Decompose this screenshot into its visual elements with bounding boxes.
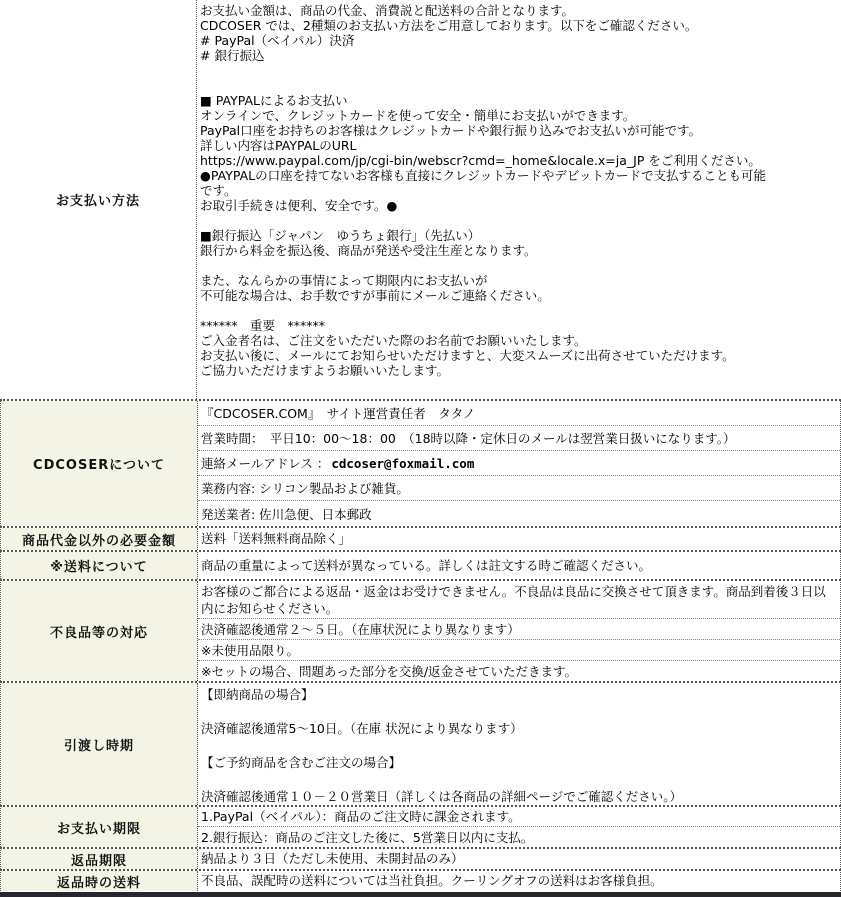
defective-handling-rows (198, 581, 840, 681)
payment-method-line: お支払い金額は、商品の代金、消費説と配送料の合計となります。 (200, 3, 575, 18)
payment-deadline-row: 2.銀行振込：商品のご注文した後に、5営業日以内に支払。 (201, 829, 534, 845)
about-business-content: 業務内容: シリコン製品および雑貨。 (198, 476, 840, 501)
payment-method-line: # 銀行振込 (200, 48, 265, 63)
delivery-time-line: 【即納商品の場合】 (201, 687, 314, 702)
payment-method-line: 銀行から料金を振込後、商品が発送や受注生産となります。 (200, 243, 537, 258)
return-shipping-text: 不良品、誤配時の送料については当社負担。クーリングオフの送料はお客様負担。 (201, 873, 663, 888)
payment-method-line (200, 63, 839, 78)
payment-method-line: お支払い後に、メールにてお知らせいただけますと、大変スムーズに出荷させていただけます。 (200, 348, 735, 363)
section-payment-method (0, 0, 841, 399)
row-header-return-shipping: 返品時の送料 (1, 871, 198, 891)
row-header-extra-fees: 商品代金以外の必要金額 (1, 528, 198, 550)
payment-method-line: ご入金者名は、ご注文をいただいた際のお名前でお願いいたします。 (200, 333, 587, 348)
section-return-deadline (0, 847, 841, 869)
payment-method-line: また、なんらかの事情によって期限内にお支払いが (200, 273, 488, 288)
section-extra-fees (0, 526, 841, 550)
payment-method-text (197, 0, 841, 399)
payment-method-line: ●PAYPALの口座を持てないお客様も直接にクレジットカードやデビットカードで支払することも可能 (200, 168, 767, 183)
section-shipping-note (0, 550, 841, 579)
payment-method-line: ご協力いただけますようお願いいたします。 (200, 363, 450, 378)
defective-handling-row: ※未使用品限り。 (198, 640, 840, 661)
row-header-delivery-time: 引渡し時期 (1, 683, 198, 805)
delivery-time-line (201, 703, 838, 720)
payment-method-line: # PayPal（ベイパル）決済 (200, 33, 355, 48)
row-header-shipping-note: ※送料について (1, 552, 198, 579)
payment-method-line: お取引手続きは便利、安全です。● (200, 198, 398, 213)
delivery-time-line: 決済確認後通常5～10日。（在庫 状況により異なります） (201, 721, 523, 736)
payment-method-line (200, 258, 839, 273)
delivery-time-line (201, 771, 838, 788)
section-defective-handling (0, 579, 841, 681)
defective-handling-row: 決済確認後通常２～５日。（在庫状況により異なります） (198, 619, 840, 640)
bottom-divider-bar (0, 892, 841, 897)
payment-method-line: 不可能な場合は、お手数ですが事前にメールご連絡ください。 (200, 288, 550, 303)
payment-method-line: https://www.paypal.com/jp/cgi-bin/webscr?cmd=_home&locale.x=ja_JP をご利用ください。 (200, 153, 761, 168)
row-header-defective-handling: 不良品等の対応 (1, 581, 198, 681)
about-contact-row (198, 451, 840, 476)
row-header-payment-method: お支払い方法 (0, 0, 197, 399)
row-header-payment-deadline: お支払い期限 (1, 807, 198, 847)
defective-handling-row: お客様のご都合による返品・返金はお受けできません。不良品は良品に交換させて頂きます。商品到着後３日以内にお知らせください。 (198, 581, 840, 619)
contact-email: cdcoser@foxmail.com (331, 455, 475, 471)
payment-method-line: ■銀行振込「ジャパン ゆうちょ銀行」（先払い） (200, 228, 481, 243)
payment-method-line (200, 78, 839, 93)
contact-email-label: 連絡メールアドレス ： (201, 456, 330, 471)
row-header-about-cdcoser: CDCOSERについて (1, 401, 198, 526)
section-about-cdcoser (0, 399, 841, 526)
payment-method-line: PayPal口座をお持ちのお客様はクレジットカードや銀行振り込みでお支払いが可能です。 (200, 123, 701, 138)
delivery-time-line (201, 737, 838, 754)
payment-method-line: 詳しい内容はPAYPALのURL (200, 138, 357, 153)
payment-method-line (200, 303, 839, 318)
about-site-operator: 『CDCOSER.COM』 サイト運営責任者 タタノ (198, 401, 840, 426)
payment-deadline-rows (198, 807, 840, 847)
delivery-time-line: 【ご予約商品を含むご注文の場合】 (201, 755, 402, 770)
payment-method-line: オンラインで、クレジットカードを使って安全・簡単にお支払いができます。 (200, 108, 636, 123)
section-payment-deadline (0, 805, 841, 847)
payment-method-line: CDCOSER では、2種類のお支払い方法をご用意しております。以下をご確認ください。 (200, 18, 698, 33)
about-shippers: 発送業者: 佐川急便、日本郵政 (201, 506, 372, 522)
defective-handling-row: ※セットの場合、問題あった部分を交換/返金させていただきます。 (201, 664, 578, 679)
payment-method-line: ■ PAYPALによるお支払い (200, 93, 348, 108)
return-deadline-text: 納品より３日（ただし未使用、未開封品のみ） (201, 851, 464, 866)
section-delivery-time (0, 681, 841, 805)
payment-method-line (200, 213, 839, 228)
about-business-hours: 営業時間： 平日10：00～18：00 （18時以降・定休日のメールは翌営業日扱いになります。） (198, 426, 840, 451)
section-return-shipping (0, 869, 841, 891)
row-header-return-deadline: 返品期限 (1, 849, 198, 869)
payment-method-line: です。 (200, 183, 237, 198)
delivery-time-text (198, 683, 840, 805)
payment-method-line: ****** 重要 ****** (200, 318, 326, 333)
payment-deadline-row: 1.PayPal（ベイパル）：商品のご注文時に課金されます。 (198, 807, 840, 827)
extra-fees-text: 送料「送料無料商品除く」 (201, 531, 352, 546)
delivery-time-line: 決済確認後通常１０－２０営業日（詳しくは各商品の詳細ページでご確認ください。） (201, 789, 683, 804)
shipping-note-text: 商品の重量によって送料が異なっている。詳しくは註文する時ご確認ください。 (201, 557, 652, 573)
